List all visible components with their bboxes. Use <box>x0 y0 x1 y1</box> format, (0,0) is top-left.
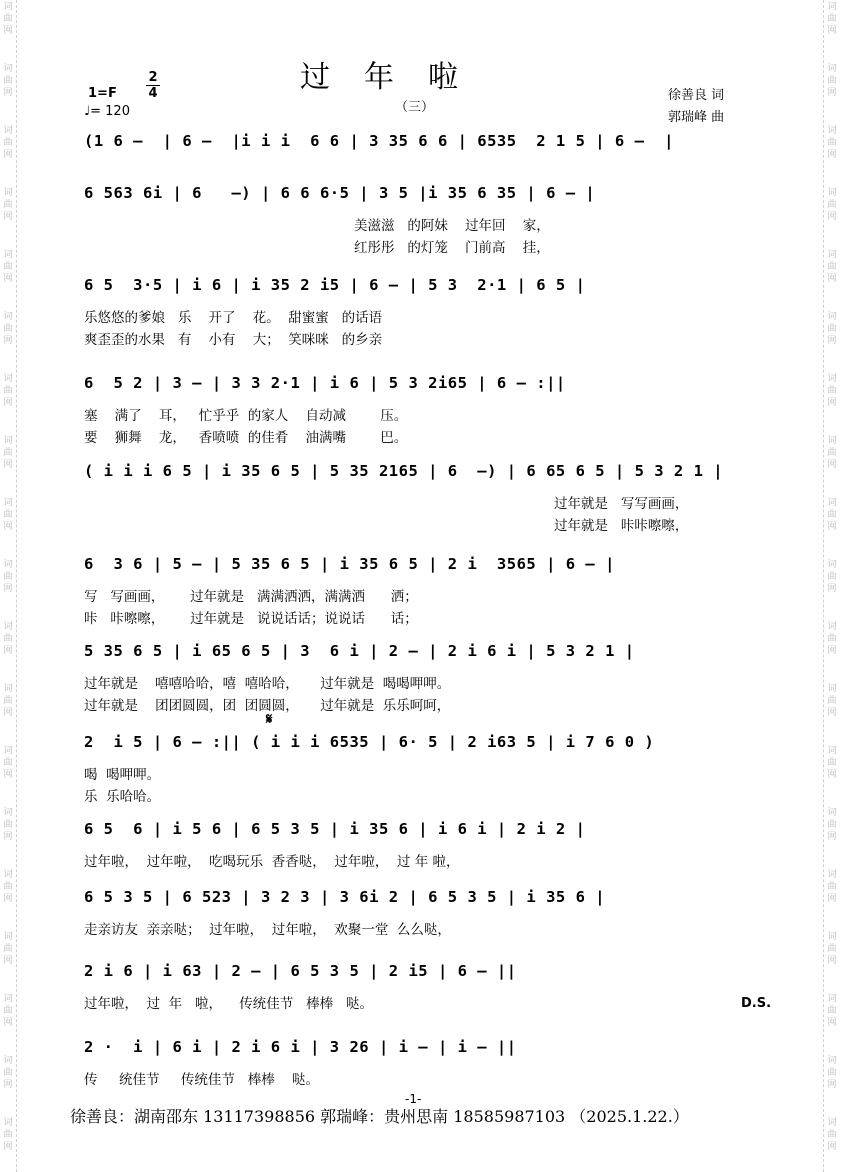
watermark-glyph: 词 <box>3 250 13 260</box>
watermark-glyph: 曲 <box>827 1130 837 1140</box>
score-row <box>84 888 764 938</box>
watermark-glyph: 词 <box>3 2 13 12</box>
lyric-line: 过年就是 写写画画， <box>554 496 689 512</box>
watermark-glyph: 网 <box>3 646 13 656</box>
watermark-glyph: 曲 <box>827 758 837 768</box>
lyric-line: 咔 咔嚓嚓， 过年就是 说说话话；说说话 话； <box>84 611 418 627</box>
watermark-glyph: 网 <box>827 894 837 904</box>
watermark-glyph: 词 <box>827 188 837 198</box>
watermark-glyph: 曲 <box>827 634 837 644</box>
score-row <box>84 374 764 446</box>
notation-line: (1 6 – | 6 – |i i i 6 6 | 3 35 6 6 | 6535 2 1 5 | 6 – | <box>84 132 674 150</box>
watermark-glyph: 网 <box>827 212 837 222</box>
watermark-glyph: 曲 <box>3 386 13 396</box>
watermark-glyph: 网 <box>827 770 837 780</box>
watermark-glyph: 词 <box>827 560 837 570</box>
notation-line: 6 5 3 5 | 6 523 | 3 2 3 | 3 6i 2 | 6 5 3 5 | i 35 6 | <box>84 888 606 906</box>
score-row <box>84 184 764 256</box>
watermark-glyph: 曲 <box>827 572 837 582</box>
watermark-glyph: 词 <box>3 994 13 1004</box>
watermark-glyph: 网 <box>827 708 837 718</box>
watermark-glyph: 曲 <box>3 1130 13 1140</box>
watermark-glyph: 网 <box>3 770 13 780</box>
time-signature <box>146 70 160 101</box>
lyric-line: 爽歪歪的水果 有 小有 大； 笑咪咪 的乡亲 <box>84 332 383 348</box>
watermark-glyph: 网 <box>3 1080 13 1090</box>
watermark-glyph: 曲 <box>3 944 13 954</box>
watermark-glyph: 网 <box>3 894 13 904</box>
song-subtitle: （三） <box>395 100 435 115</box>
watermark-glyph: 曲 <box>3 138 13 148</box>
watermark-glyph: 词 <box>3 808 13 818</box>
watermark-glyph: 网 <box>827 956 837 966</box>
watermark-glyph: 网 <box>827 26 837 36</box>
watermark-glyph: 词 <box>827 622 837 632</box>
watermark-glyph: 曲 <box>827 448 837 458</box>
score-row <box>84 276 764 348</box>
watermark-glyph: 曲 <box>3 882 13 892</box>
lyric-line: 喝 喝呷呷。 <box>84 767 161 783</box>
watermark-glyph: 词 <box>3 1056 13 1066</box>
watermark-glyph: 网 <box>3 1142 13 1152</box>
watermark-glyph: 曲 <box>827 1068 837 1078</box>
lyric-line: 过年啦， 过 年 啦， 传统佳节 棒棒 哒。 <box>84 996 373 1012</box>
lyric-line: 写 写画画， 过年就是 满满洒洒，满满洒 洒； <box>84 589 418 605</box>
lyricist-credit: 徐善良 词 <box>668 88 725 103</box>
watermark-glyph: 词 <box>3 684 13 694</box>
lyric-line: 过年就是 咔咔嚓嚓， <box>554 518 689 534</box>
watermark-glyph: 词 <box>827 436 837 446</box>
watermark-glyph: 词 <box>3 932 13 942</box>
score-row <box>84 555 764 627</box>
watermark-glyph: 网 <box>827 398 837 408</box>
watermark-glyph: 曲 <box>827 76 837 86</box>
notation-line: 2 i 5 | 6 – :|| ( i i i 6535 | 6· 5 | 2 i63 5 | i 7 6 0 ) <box>84 733 655 751</box>
watermark-glyph: 网 <box>3 956 13 966</box>
watermark-glyph: 曲 <box>3 1006 13 1016</box>
lyric-line: 传 统佳节 传统佳节 棒棒 哒。 <box>84 1072 319 1088</box>
notation-line: 2 · i | 6 i | 2 i 6 i | 3 26 | i – | i – || <box>84 1038 517 1056</box>
watermark-glyph: 词 <box>3 746 13 756</box>
watermark-glyph: 网 <box>827 646 837 656</box>
watermark-glyph: 词 <box>3 436 13 446</box>
lyric-line: 走亲访友 亲亲哒； 过年啦， 过年啦， 欢聚一堂 么么哒， <box>84 922 451 938</box>
watermark-glyph: 网 <box>827 150 837 160</box>
watermark-glyph: 曲 <box>827 882 837 892</box>
lyric-line: 乐悠悠的爹娘 乐 开了 花。 甜蜜蜜 的话语 <box>84 310 383 326</box>
watermark-glyph: 网 <box>3 708 13 718</box>
watermark-glyph: 曲 <box>827 324 837 334</box>
notation-line: 6 5 6 | i 5 6 | 6 5 3 5 | i 35 6 | i 6 i | 2 i 2 | <box>84 820 586 838</box>
watermark-glyph: 词 <box>827 250 837 260</box>
footer-contact: 徐善良：湖南邵东 13117398856 郭瑞峰：贵州思南 18585987103 （2025.1.22.） <box>70 1107 689 1126</box>
watermark-glyph: 词 <box>827 870 837 880</box>
score-row <box>84 132 764 172</box>
watermark-glyph: 曲 <box>3 324 13 334</box>
tempo-marking <box>84 104 130 119</box>
lyric-line: 过年就是 团团圆圆，团 团圆圆， 过年就是 乐乐呵呵， <box>84 698 451 714</box>
watermark-glyph: 网 <box>3 584 13 594</box>
watermark-glyph: 网 <box>3 150 13 160</box>
watermark-glyph: 网 <box>3 522 13 532</box>
lyric-line: 过年啦， 过年啦， 吃喝玩乐 香香哒， 过年啦， 过 年 啦， <box>84 854 460 870</box>
watermark-glyph: 词 <box>3 64 13 74</box>
watermark-glyph: 词 <box>3 560 13 570</box>
lyric-line: 乐 乐哈哈。 <box>84 789 161 805</box>
watermark-glyph: 曲 <box>3 1068 13 1078</box>
watermark-glyph: 曲 <box>827 696 837 706</box>
key-signature: 1=F <box>88 86 117 101</box>
watermark-left <box>0 0 17 1172</box>
watermark-glyph: 曲 <box>827 820 837 830</box>
watermark-glyph: 曲 <box>827 200 837 210</box>
watermark-glyph: 曲 <box>827 510 837 520</box>
tempo-value: = 120 <box>90 104 130 119</box>
watermark-glyph: 词 <box>3 374 13 384</box>
watermark-glyph: 网 <box>3 460 13 470</box>
watermark-glyph: 词 <box>827 312 837 322</box>
watermark-glyph: 网 <box>827 1018 837 1028</box>
lyric-line: 塞 满了 耳， 忙乎乎 的家人 自动减 压。 <box>84 408 408 424</box>
watermark-glyph: 网 <box>3 1018 13 1028</box>
notation-line: ( i i i 6 5 | i 35 6 5 | 5 35 2165 | 6 –) | 6 65 6 5 | 5 3 2 1 | <box>84 462 724 480</box>
watermark-glyph: 曲 <box>3 14 13 24</box>
watermark-glyph: 曲 <box>827 1006 837 1016</box>
ds-marking: D.S. <box>741 996 772 1011</box>
notation-line: 6 5 3·5 | i 6 | i 35 2 i5 | 6 – | 5 3 2·1 | 6 5 | <box>84 276 586 294</box>
watermark-glyph: 曲 <box>827 138 837 148</box>
lyric-line: 美滋滋 的阿妹 过年回 家， <box>354 218 550 234</box>
watermark-glyph: 词 <box>3 498 13 508</box>
segno-sign: 𝄋 <box>266 710 273 728</box>
watermark-glyph: 词 <box>3 188 13 198</box>
watermark-glyph: 曲 <box>3 448 13 458</box>
watermark-glyph: 词 <box>827 2 837 12</box>
watermark-glyph: 词 <box>827 126 837 136</box>
time-signature-top: 2 <box>148 70 158 85</box>
watermark-glyph: 网 <box>3 398 13 408</box>
watermark-glyph: 词 <box>827 64 837 74</box>
watermark-glyph: 词 <box>827 808 837 818</box>
lyric-line: 过年就是 嘻嘻哈哈，嘻 嘻哈哈， 过年就是 喝喝呷呷。 <box>84 676 451 692</box>
watermark-glyph: 词 <box>827 994 837 1004</box>
watermark-glyph: 网 <box>827 274 837 284</box>
watermark-glyph: 词 <box>3 870 13 880</box>
notation-line: 6 3 6 | 5 – | 5 35 6 5 | i 35 6 5 | 2 i 3565 | 6 – | <box>84 555 615 573</box>
notation-line: 6 563 6i | 6 –) | 6 6 6·5 | 3 5 |i 35 6 35 | 6 – | <box>84 184 596 202</box>
time-signature-bottom: 4 <box>146 85 160 101</box>
watermark-glyph: 网 <box>3 274 13 284</box>
watermark-glyph: 词 <box>827 498 837 508</box>
watermark-glyph: 词 <box>3 1118 13 1128</box>
lyric-line: 要 狮舞 龙， 香喷喷 的佳肴 油满嘴 巴。 <box>84 430 408 446</box>
score-row <box>84 642 764 714</box>
watermark-glyph: 网 <box>3 26 13 36</box>
watermark-glyph: 网 <box>827 460 837 470</box>
watermark-glyph: 曲 <box>3 262 13 272</box>
notation-line: 5 35 6 5 | i 65 6 5 | 3 6 i | 2 – | 2 i 6 i | 5 3 2 1 | <box>84 642 635 660</box>
watermark-glyph: 词 <box>827 746 837 756</box>
watermark-glyph: 曲 <box>3 572 13 582</box>
watermark-right <box>823 0 840 1172</box>
watermark-glyph: 网 <box>3 88 13 98</box>
page-number: -1- <box>405 1092 422 1106</box>
watermark-glyph: 曲 <box>827 386 837 396</box>
watermark-glyph: 网 <box>827 584 837 594</box>
lyric-line: 红彤彤 的灯笼 门前高 挂， <box>354 240 550 256</box>
watermark-glyph: 词 <box>827 684 837 694</box>
watermark-glyph: 曲 <box>3 76 13 86</box>
song-title: 过年啦 <box>300 60 492 95</box>
composer-credit: 郭瑞峰 曲 <box>668 110 725 125</box>
notation-line: 6 5 2 | 3 – | 3 3 2·1 | i 6 | 5 3 2i65 | 6 – :|| <box>84 374 566 392</box>
watermark-glyph: 曲 <box>3 758 13 768</box>
watermark-glyph: 曲 <box>827 262 837 272</box>
quarter-note-icon: ♩ <box>84 104 91 119</box>
score-row <box>84 733 764 805</box>
score-row <box>84 820 764 870</box>
watermark-glyph: 词 <box>3 622 13 632</box>
notation-line: 2 i 6 | i 63 | 2 – | 6 5 3 5 | 2 i5 | 6 – || <box>84 962 517 980</box>
watermark-glyph: 曲 <box>3 696 13 706</box>
score-row <box>84 1038 764 1088</box>
watermark-glyph: 曲 <box>3 634 13 644</box>
watermark-glyph: 词 <box>827 1118 837 1128</box>
watermark-glyph: 词 <box>3 312 13 322</box>
watermark-glyph: 网 <box>827 1142 837 1152</box>
watermark-glyph: 网 <box>827 336 837 346</box>
watermark-glyph: 曲 <box>3 510 13 520</box>
watermark-glyph: 词 <box>3 126 13 136</box>
watermark-glyph: 网 <box>827 832 837 842</box>
watermark-glyph: 曲 <box>3 820 13 830</box>
watermark-glyph: 曲 <box>3 200 13 210</box>
watermark-glyph: 词 <box>827 1056 837 1066</box>
watermark-glyph: 网 <box>827 1080 837 1090</box>
watermark-glyph: 词 <box>827 374 837 384</box>
watermark-glyph: 曲 <box>827 944 837 954</box>
watermark-glyph: 网 <box>3 832 13 842</box>
watermark-glyph: 网 <box>3 336 13 346</box>
score-row <box>84 462 764 534</box>
watermark-glyph: 网 <box>827 522 837 532</box>
watermark-glyph: 曲 <box>827 14 837 24</box>
watermark-glyph: 网 <box>3 212 13 222</box>
watermark-glyph: 网 <box>827 88 837 98</box>
watermark-glyph: 词 <box>827 932 837 942</box>
